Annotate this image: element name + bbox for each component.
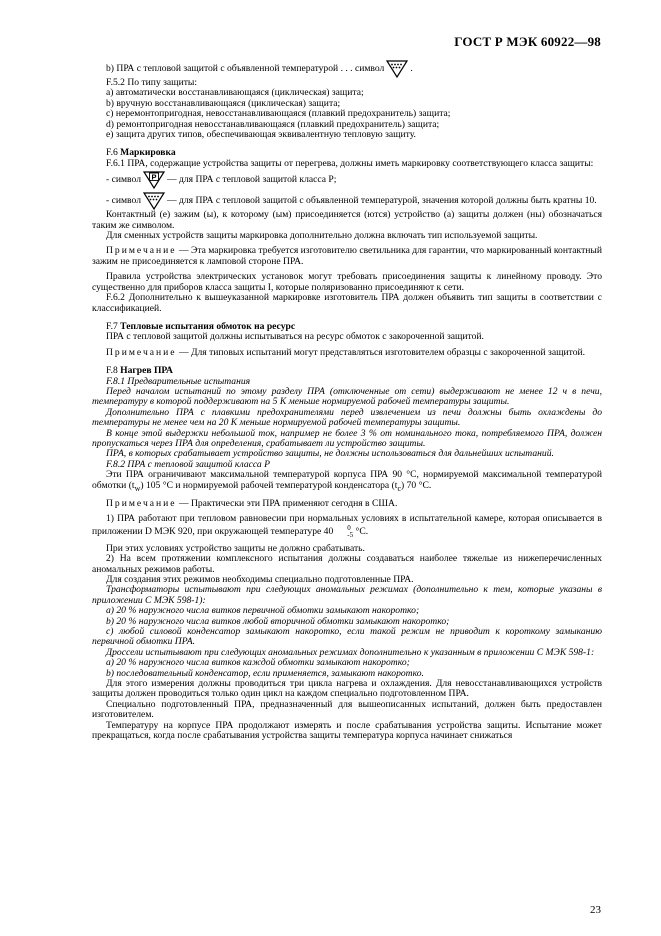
page-number: 23 xyxy=(590,904,601,916)
text: — для ПРА с тепловой защитой с объявленной температурой, значения которой должны быть кратны 10. xyxy=(166,195,597,207)
paragraph: Дополнительно ПРА с плавкими предохранителями перед извлечением из печи должны быть охлаждены до температуры не менее чем на 20 К меньше нормируемой рабочей температуры защиты. xyxy=(92,406,602,429)
text: - символ xyxy=(106,174,141,186)
paragraph: Температуру на корпусе ПРА продолжают измерять и после срабатывания устройства защиты. Испытание может прекращаться, когда после срабатывания устройства защиты температура корпуса начинает снижаться xyxy=(92,719,602,742)
declared-temperature-symbol-icon xyxy=(386,60,408,78)
text: ) 70 °С. xyxy=(401,479,432,491)
list-item: b) вручную восстанавливающаяся (циклическая) защита; xyxy=(106,97,341,109)
paragraph: Трансформаторы испытывают при следующих аномальных режимах (дополнительно к тем, которые указаны в приложении С МЭК 598-1): xyxy=(92,584,602,606)
declared-temperature-symbol-icon xyxy=(143,192,165,210)
superscript: 0 xyxy=(347,523,351,532)
note xyxy=(92,499,602,509)
note-text: — Для типовых испытаний могут представляться изготовителем образцы с закороченной защитой. xyxy=(176,346,586,358)
classification-item-b xyxy=(92,60,602,78)
subscript: c xyxy=(397,483,402,493)
clause-f81: F.8.1 Предварительные испытания xyxy=(106,375,251,387)
paragraph: Для этого измерения должны проводиться три цикла нагрева и охлаждения. Для невосстанавливающихся устройств защиты должен проводиться только один цикл на каждом специально подготовленном ПРА. xyxy=(92,678,602,700)
note-label: Примечание xyxy=(106,497,177,509)
text: Эти ПРА ограничивают максимальной температурой корпуса ПРА 90 °С, нормируемой максимальной температурой обмотки (t xyxy=(92,469,602,491)
section-number: F.8 xyxy=(106,365,121,377)
paragraph: Перед началом испытаний по этому разделу ПРА (отключенные от сети) выдерживают не менее 12 ч в печи, температуру в которой поддерживают на 5 К меньше нормируемой рабочей температуры защиты. xyxy=(92,385,602,408)
list-item: d) ремонтопригодная невосстанавливающаяся (плавкий предохранитель) защита; xyxy=(106,118,440,130)
clause-f61: F.6.1 ПРА, содержащие устройства защиты от перегрева, должны иметь маркировку соответствующего класса защиты: xyxy=(106,157,594,169)
paragraph: ПРА, в которых срабатывает устройство защиты, не должны использоваться для дальнейших испытаний. xyxy=(106,448,554,460)
note-text: — Практически эти ПРА применяют сегодня в США. xyxy=(176,497,398,509)
paragraph: Дроссели испытывают при следующих аномальных режимах дополнительно к указанным в приложении С МЭК 598-1: xyxy=(106,646,595,658)
tolerance xyxy=(333,525,353,539)
text: — для ПРА с тепловой защитой класса P; xyxy=(166,174,337,186)
symbol-letter: P xyxy=(151,172,157,182)
paragraph: Для сменных устройств защиты маркировка дополнительно должна включать тип используемой защиты. xyxy=(106,230,538,242)
paragraph: Контактный (е) зажим (ы), к которому (ым) присоединяется (ются) устройство (а) защиты должен (ны) обозначаться таким же символом. xyxy=(92,209,602,231)
paragraph: ПРА с тепловой защитой должны испытываться на ресурс обмоток с закороченной защитой. xyxy=(106,331,484,343)
text: b) ПРА с тепловой защитой с объявленной температурой . . . символ xyxy=(106,63,385,75)
list-item: c) любой силовой конденсатор замыкают накоротко, если такой режим не приводит к короткому замыканию первичной обмотки ПРА. xyxy=(92,625,602,648)
numbered-item: 2) На всем протяжении комплексного испытания должны создаваться наиболее тяжелые из нижеперечисленных аномальных режимов работы. xyxy=(92,553,602,575)
text: ) 105 °С и нормируемой рабочей температурой конденсатора (t xyxy=(140,479,398,491)
paragraph xyxy=(92,470,602,494)
note xyxy=(92,348,602,358)
note-label: Примечание xyxy=(106,245,177,257)
document-body xyxy=(92,60,602,741)
section-title: Нагрев ПРА xyxy=(120,365,173,377)
page-header: ГОСТ Р МЭК 60922—98 xyxy=(454,34,601,49)
clause-f62: F.6.2 Дополнительно к вышеуказанной маркировке изготовитель ПРА должен объявить тип защиты в соответствии с классификацией. xyxy=(92,292,602,314)
text: - символ xyxy=(106,195,141,207)
symbol-line-declared xyxy=(92,192,602,210)
note-label: Примечание xyxy=(106,346,177,358)
list-item: a) 20 % наружного числа витков первичной обмотки замыкают накоротко; xyxy=(106,605,420,617)
paragraph: Для создания этих режимов необходимы специально подготовленные ПРА. xyxy=(106,573,414,585)
symbol-line-p xyxy=(92,171,602,189)
list-item: b) 20 % наружного числа витков любой вторичной обмотки замыкают накоротко; xyxy=(106,615,450,627)
paragraph: Правила устройства электрических установок могут требовать присоединения защиты к линейному проводу. Это существенно для приборов класса защиты I, которые поляризованно присоединяют к сети. xyxy=(92,271,602,293)
numbered-item xyxy=(92,514,602,538)
text: . xyxy=(410,63,413,75)
clause-f82: F.8.2 ПРА с тепловой защитой класса P xyxy=(106,458,270,470)
list-item: a) 20 % наружного числа витков каждой обмотки замыкают накоротко; xyxy=(106,657,410,669)
subscript: w xyxy=(134,483,141,493)
text: 1) ПРА работают при тепловом равновесии при нормальных условиях в испытательной камере, которая описывается в приложении D МЭК 920, при окружающей температуре 40 xyxy=(92,513,602,537)
text: °С. xyxy=(353,525,369,537)
class-p-symbol-icon xyxy=(143,171,165,189)
section-number: F.7 xyxy=(106,320,121,332)
subscript: -5 xyxy=(347,530,354,539)
paragraph: Специально подготовленный ПРА, предназначенный для вышеописанных испытаний, должен быть предоставлен изготовителем. xyxy=(92,698,602,721)
section-title: Тепловые испытания обмоток на ресурс xyxy=(120,320,296,332)
note-text: — Эта маркировка требуется изготовителю светильника для гарантии, что маркированный контактный зажим не присоединяется к ламповой стороне ПРА. xyxy=(92,245,602,267)
paragraph: При этих условиях устройство защиты не должно срабатывать. xyxy=(106,542,365,554)
section-title: Маркировка xyxy=(120,147,176,159)
paragraph: В конце этой выдержки небольшой ток, например не более 3 % от номинального тока, потребляемого ПРА, должен пропускаться через ПРА для определения, срабатывает ли устройство защиты. xyxy=(92,427,602,449)
list-item: c) неремонтопригодная, невосстанавливающаяся (плавкий предохранитель) защита; xyxy=(106,108,451,120)
list-item: a) автоматически восстанавливающаяся (циклическая) защита; xyxy=(106,87,364,99)
list-item: b) последовательный конденсатор, если применяется, замыкают накоротко. xyxy=(106,667,424,679)
section-heading-f8 xyxy=(92,366,602,376)
clause-f52: F.5.2 По типу защиты: xyxy=(106,77,198,88)
section-number: F.6 xyxy=(106,147,121,159)
note xyxy=(92,246,602,267)
list-item: e) защита других типов, обеспечивающая эквивалентную тепловую защиту. xyxy=(106,129,416,141)
